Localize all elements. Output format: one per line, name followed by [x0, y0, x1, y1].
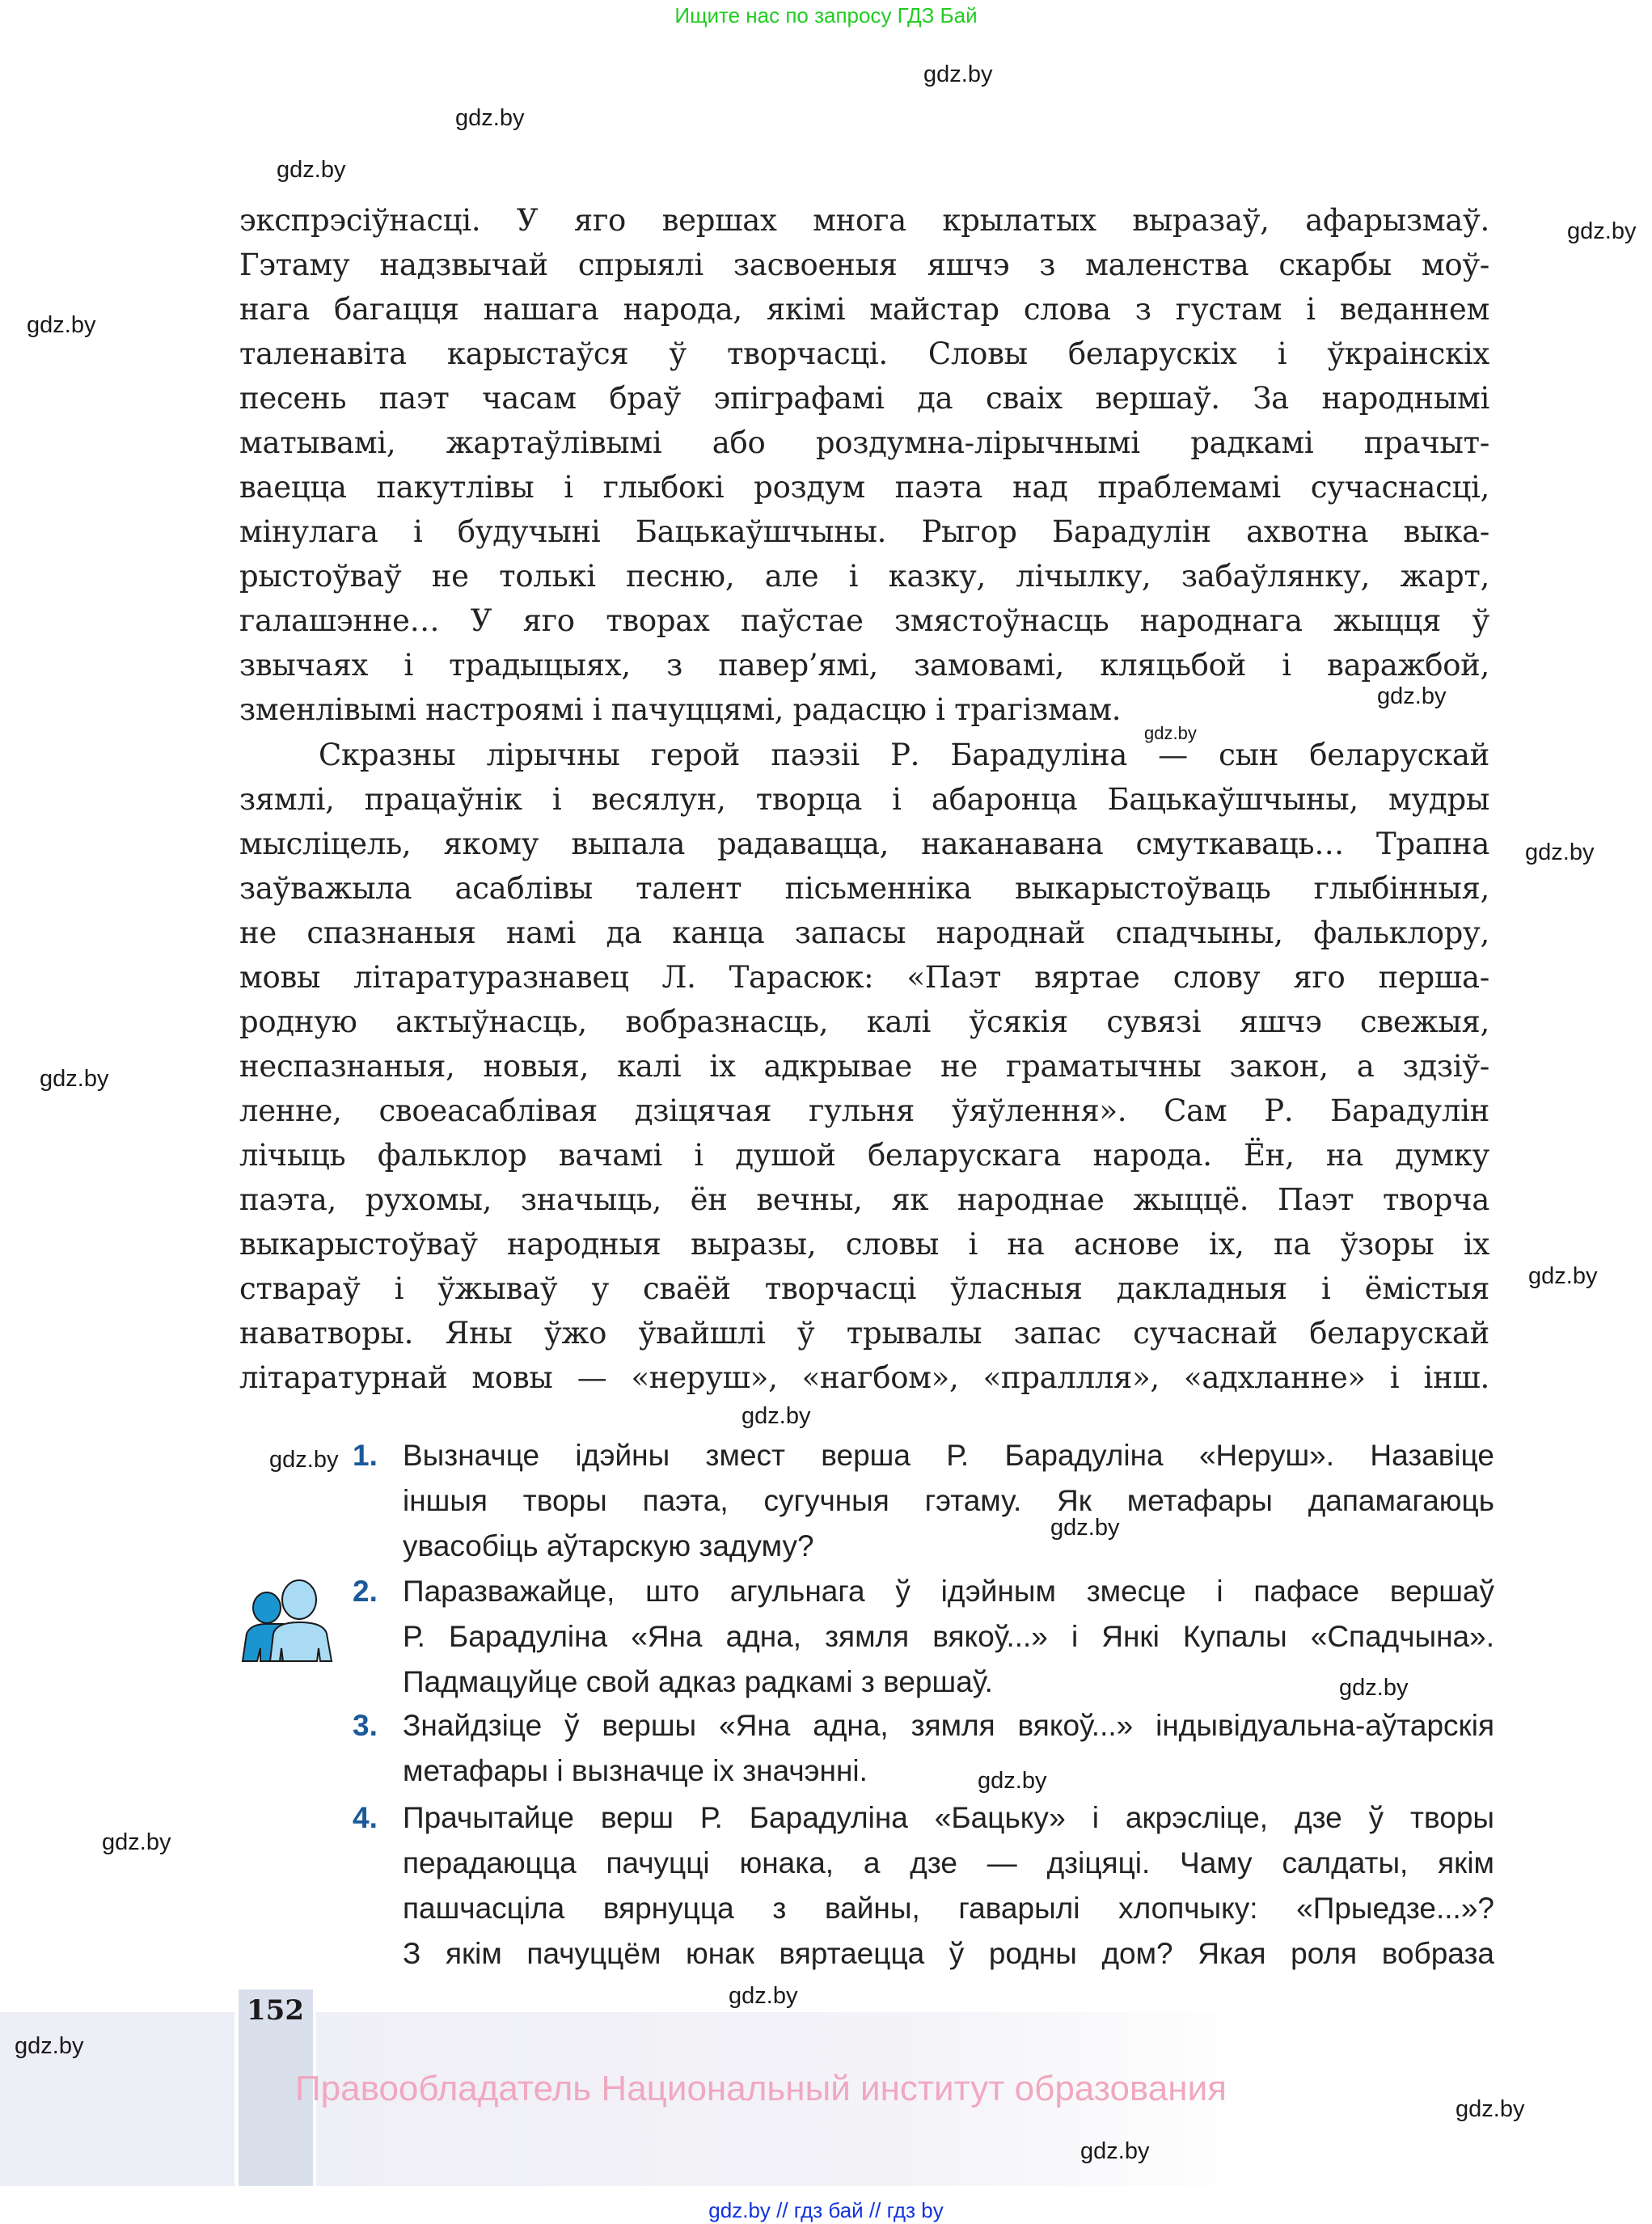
question-line: пашчасціла вярнуцца з вайны, гаварылі хлопчыку: «Прыедзе...»?: [403, 1892, 1494, 1925]
text-line: родную актыўнасць, вобразнасць, калі ўсякія сувязі яшчэ свежыя,: [239, 1004, 1489, 1039]
watermark: gdz.by: [1144, 723, 1197, 743]
text-line: лічыць фальклор вачамі і душой беларускага народа. Ён, на думку: [239, 1138, 1489, 1173]
two-people-icon: [236, 1574, 344, 1663]
watermark: gdz.by: [40, 1066, 109, 1092]
top-banner[interactable]: Ищите нас по запросу ГДЗ Бай: [674, 3, 978, 27]
text-line: экспрэсіўнасці. У яго вершах многа крылатых выразаў, афарызмаў.: [239, 203, 1489, 238]
question-line: перадаюцца пачуцці юнака, а дзе — дзіцяці. Чаму салдаты, якім: [403, 1846, 1494, 1879]
question-line: Р. Барадуліна «Яна адна, зямля вякоў...» і Янкі Купалы «Спадчына».: [403, 1620, 1494, 1653]
text-line: не спазнаныя намі да канца запасы народнай спадчыны, фальклору,: [239, 915, 1489, 950]
text-line: заўважыла асаблівы талент пісьменніка выкарыстоўваць глыбінныя,: [239, 871, 1489, 906]
question-line: Падмацуйце свой адказ радкамі з вершаў.: [403, 1665, 993, 1698]
watermark: gdz.by: [1456, 2096, 1525, 2122]
text-line: зямлі, працаўнік і весялун, творца і абаронца Бацькаўшчыны, мудры: [239, 782, 1489, 817]
text-line: ленне, своеасаблівая дзіцячая гульня ўяўлення». Сам Р. Барадулін: [239, 1093, 1489, 1128]
text-line: мінулага і будучыні Бацькаўшчыны. Рыгор Барадулін ахвотна выка-: [239, 514, 1489, 549]
text-line: песень паэт часам браў эпіграфамі да сваіх вершаў. За народнымі: [239, 381, 1489, 416]
text-line: таленавіта карыстаўся ў творчасці. Словы беларускіх і ўкраінскіх: [239, 336, 1489, 371]
watermark: gdz.by: [1528, 1263, 1598, 1289]
text-line: Скразны лірычны герой паэзіі Р. Барадуліна — сын беларускай: [319, 738, 1489, 772]
watermark: gdz.by: [1567, 218, 1637, 244]
text-line: выкарыстоўваў народныя выразы, словы і на аснове іх, па ўзоры іх: [239, 1227, 1489, 1262]
bottom-links[interactable]: gdz.by // гдз бай // гдз by: [708, 2198, 944, 2222]
text-line: мысліцель, якому выпала радавацца, наканавана смуткаваць… Трапна: [239, 827, 1489, 861]
text-line: наватворы. Яны ўжо ўвайшлі ў трывалы запас сучаснай беларускай: [239, 1316, 1489, 1351]
question-line: Прачытайце верш Р. Барадуліна «Бацьку» і акрэсліце, дзе ў творы: [403, 1801, 1494, 1834]
text-line: ствараў і ўжываў у сваёй творчасці ўласныя дакладныя і ёмістыя: [239, 1271, 1489, 1306]
question-line: увасобіць аўтарскую задуму?: [403, 1529, 814, 1562]
watermark: gdz.by: [27, 312, 96, 338]
text-line: літаратурнай мовы — «неруш», «нагбом», «праллля», «адхланне» і інш.: [239, 1360, 1489, 1395]
watermark: gdz.by: [269, 1447, 339, 1473]
watermark: gdz.by: [978, 1768, 1047, 1794]
question-number: 1.: [353, 1439, 378, 1472]
question-line: Вызначце ідэйны змест верша Р. Барадуліна «Неруш». Назавіце: [403, 1439, 1494, 1472]
watermark: gdz.by: [102, 1829, 171, 1855]
text-line: ваецца пакутлівы і глыбокі роздум паэта над праблемамі сучаснасці,: [239, 470, 1489, 505]
text-line: мовы літаратуразнавец Л. Тарасюк: «Паэт вяртае слову яго перша-: [239, 960, 1489, 995]
question-number: 2.: [353, 1575, 378, 1608]
text-line: матывамі, жартаўлівымі або роздумна-лірычнымі радкамі прачыт-: [239, 425, 1489, 460]
watermark: gdz.by: [741, 1403, 811, 1429]
text-line: паэта, рухомы, значыць, ён вечны, як народнае жыццё. Паэт творча: [239, 1182, 1489, 1217]
watermark: gdz.by: [455, 105, 525, 131]
text-line: Гэтаму надзвычай спрыялі засвоеныя яшчэ з маленства скарбы моў-: [239, 247, 1489, 282]
watermark: gdz.by: [729, 1983, 798, 2009]
watermark: gdz.by: [1080, 2138, 1150, 2164]
text-line: зменлівымі настроямі і пачуццямі, радасцю і трагізмам.: [239, 692, 1122, 727]
watermark: gdz.by: [1339, 1675, 1409, 1701]
watermark: gdz.by: [15, 2033, 84, 2059]
watermark: gdz.by: [923, 61, 993, 87]
question-line: метафары і вызначце іх значэнні.: [403, 1754, 868, 1787]
question-number: 3.: [353, 1709, 378, 1742]
question-line: Паразважайце, што агульнага ў ідэйным змесце і пафасе вершаў: [403, 1575, 1494, 1608]
question-line: З якім пачуццём юнак вяртаецца ў родны дом? Якая роля вобраза: [403, 1937, 1494, 1970]
rights-holder-notice: Правообладатель Национальный институт образования: [295, 2069, 1227, 2108]
question-line: Знайдзіце ў вершы «Яна адна, зямля вякоў...» індывідуальна-аўтарскія: [403, 1709, 1494, 1742]
text-line: неспазнаныя, новыя, калі іх адкрывае не граматычны закон, а здзіў-: [239, 1049, 1489, 1084]
watermark: gdz.by: [277, 157, 346, 183]
text-line: рыстоўваў не толькі песню, але і казку, лічылку, забаўлянку, жарт,: [239, 559, 1489, 594]
watermark: gdz.by: [1377, 683, 1447, 709]
watermark: gdz.by: [1050, 1515, 1120, 1541]
text-line: звычаях і традыцыях, з павер’ямі, замовамі, кляцьбой і варажбой,: [239, 648, 1489, 683]
question-number: 4.: [353, 1801, 378, 1834]
page-number: 152: [247, 1994, 304, 2027]
question-line: іншыя творы паэта, сугучныя гэтаму. Як метафары дапамагаюць: [403, 1484, 1494, 1517]
text-line: нага багацця нашага народа, якімі майстар слова з густам і веданнем: [239, 292, 1489, 327]
text-line: галашэнне… У яго творах паўстае змястоўнасць народнага жыцця ў: [239, 603, 1489, 638]
watermark: gdz.by: [1525, 839, 1595, 865]
